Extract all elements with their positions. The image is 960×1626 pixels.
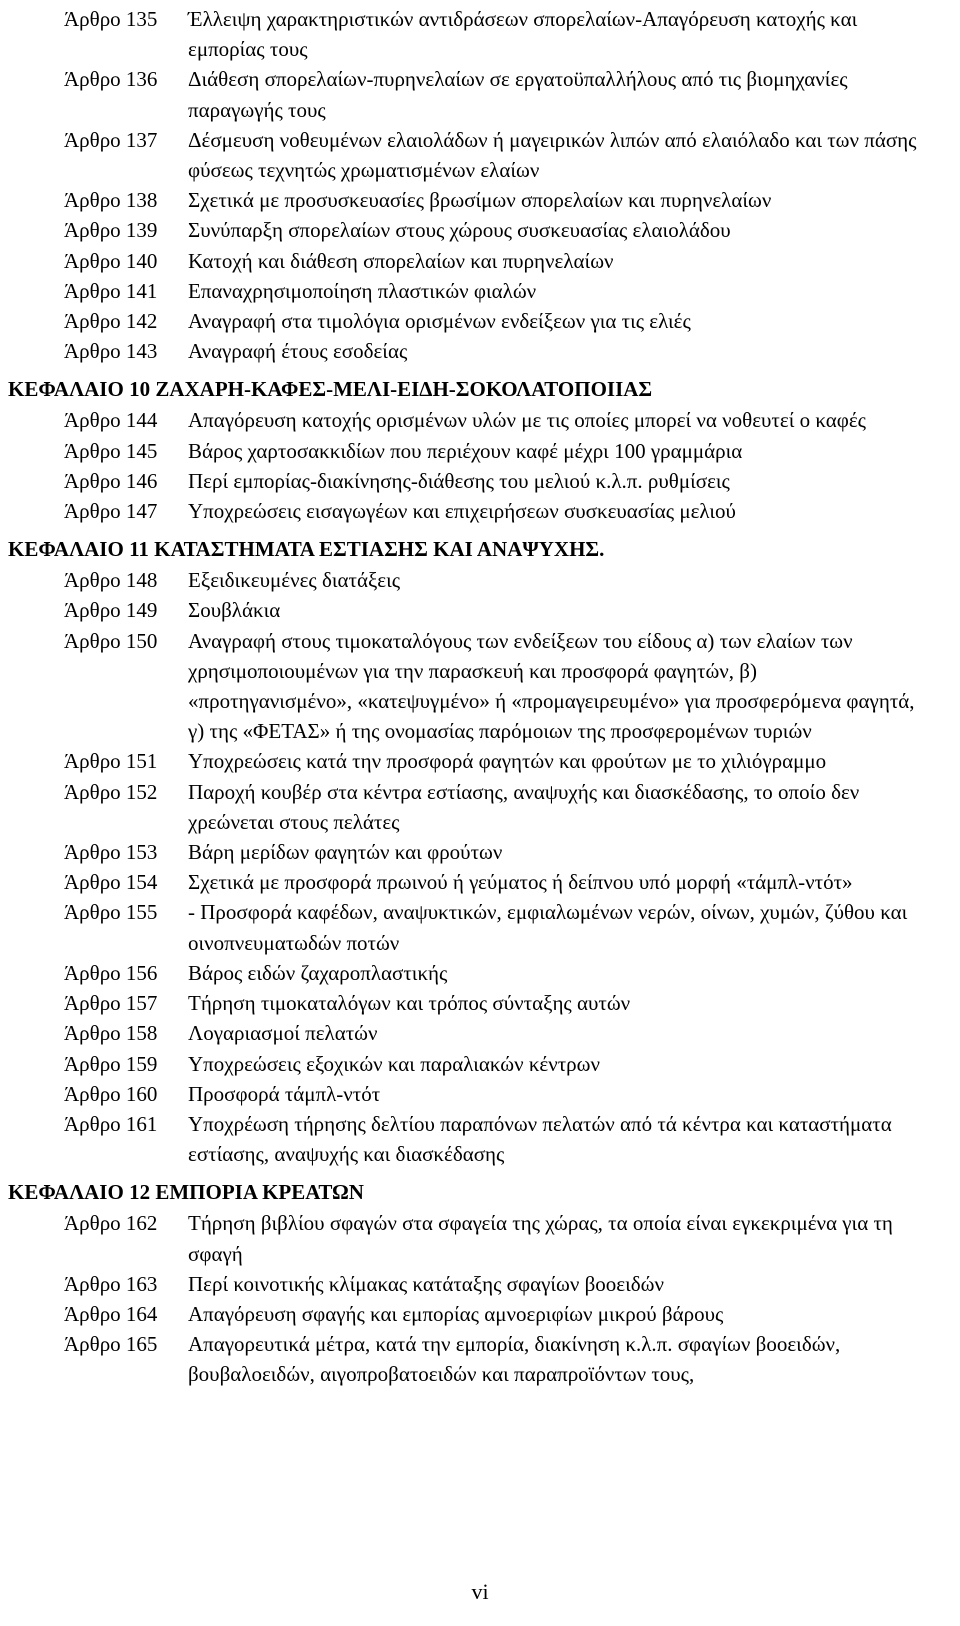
article-number: Άρθρο 161	[64, 1111, 158, 1136]
article-title: Εξειδικευμένες διατάξεις	[188, 568, 401, 593]
article-number: Άρθρο 160	[64, 1081, 158, 1106]
article-entry	[64, 1049, 948, 1079]
article-entry	[64, 405, 948, 435]
article-number: Άρθρο 148	[64, 568, 158, 593]
article-number: Άρθρο 137	[64, 127, 158, 152]
article-entry	[64, 276, 948, 306]
article-number: Άρθρο 142	[64, 309, 158, 334]
article-number: Άρθρο 158	[64, 1021, 158, 1046]
toc-section	[8, 374, 948, 526]
toc-section	[8, 4, 948, 366]
article-title: Δέσμευση νοθευμένων ελαιολάδων ή μαγειρικών λιπών από ελαιόλαδο και των πάσης φύσεως τεχνητώς χρωματισμένων ελαίων	[188, 127, 917, 183]
toc-section	[8, 1177, 948, 1389]
article-number: Άρθρο 145	[64, 438, 158, 463]
article-number: Άρθρο 135	[64, 7, 158, 31]
article-entry	[64, 4, 948, 64]
article-number: Άρθρο 149	[64, 598, 158, 623]
article-number: Άρθρο 150	[64, 628, 158, 653]
article-title: Βάρη μερίδων φαγητών και φρούτων	[188, 840, 503, 865]
article-title: Αναγραφή στους τιμοκαταλόγους των ενδείξεων του είδους α) των ελαίων των χρησιμοποιουμένων για την παρασκευή και προσφορά φαγητών, β) «προτηγανισμένο», «κατεψυγμένο» ή «προμαγειρευμένο» για προσφερόμενα φαγητά, γ) της «ΦΕΤΑΣ» ή της ονομασίας παρόμοιων της προσφερομένων τυριών	[188, 628, 915, 744]
article-title: Επαναχρησιμοποίηση πλαστικών φιαλών	[188, 278, 537, 303]
article-title: Αναγραφή στα τιμολόγια ορισμένων ενδείξεων για τις ελιές	[188, 309, 691, 334]
article-number: Άρθρο 157	[64, 991, 158, 1016]
article-entry	[64, 496, 948, 526]
article-entry	[64, 958, 948, 988]
article-number: Άρθρο 144	[64, 408, 158, 433]
article-number: Άρθρο 138	[64, 188, 158, 213]
article-title: Απαγόρευση κατοχής ορισμένων υλών με τις οποίες μπορεί να νοθευτεί ο καφές	[188, 408, 866, 433]
article-entry	[64, 1079, 948, 1109]
table-of-contents	[8, 4, 948, 1390]
article-title: Βάρος χαρτοσακκιδίων που περιέχουν καφέ μέχρι 100 γραμμάρια	[188, 438, 743, 463]
article-number: Άρθρο 155	[64, 900, 158, 925]
chapter-heading: ΚΕΦΑΛΑΙΟ 10 ΖΑΧΑΡΗ-ΚΑΦΕΣ-ΜΕΛΙ-ΕΙΔΗ-ΣΟΚΟΛΑΤΟΠΟΙΙΑΣ	[8, 377, 653, 402]
article-number: Άρθρο 159	[64, 1051, 158, 1076]
article-title: Σουβλάκια	[188, 598, 281, 623]
article-entry	[64, 1109, 948, 1169]
article-number: Άρθρο 164	[64, 1301, 158, 1326]
article-number: Άρθρο 151	[64, 749, 158, 774]
article-entry	[64, 466, 948, 496]
article-entry	[64, 626, 948, 747]
article-number: Άρθρο 139	[64, 218, 158, 243]
article-entry	[64, 897, 948, 957]
article-title: - Προσφορά καφέδων, αναψυκτικών, εμφιαλωμένων νερών, οίνων, χυμών, ζύθου και οινοπνευματωδών ποτών	[188, 900, 908, 955]
article-title: Παροχή κουβέρ στα κέντρα εστίασης, αναψυχής και διασκέδασης, το οποίο δεν χρεώνεται στους πελάτες	[188, 779, 860, 834]
article-entry	[64, 64, 948, 124]
article-entry	[64, 246, 948, 276]
article-entry	[64, 1329, 948, 1389]
article-number: Άρθρο 152	[64, 779, 158, 804]
article-number: Άρθρο 162	[64, 1211, 158, 1236]
article-number: Άρθρο 153	[64, 840, 158, 865]
article-number: Άρθρο 140	[64, 248, 158, 273]
article-entry	[64, 1299, 948, 1329]
article-title: Υποχρεώσεις εξοχικών και παραλιακών κέντρων	[188, 1051, 600, 1076]
chapter-heading: ΚΕΦΑΛΑΙΟ 11 ΚΑΤΑΣΤΗΜΑΤΑ ΕΣΤΙΑΣΗΣ ΚΑΙ ΑΝΑΨΥΧΗΣ.	[8, 537, 605, 562]
article-title: Τήρηση τιμοκαταλόγων και τρόπος σύνταξης αυτών	[188, 991, 631, 1016]
article-title: Βάρος ειδών ζαχαροπλαστικής	[188, 960, 448, 985]
article-entry	[64, 1269, 948, 1299]
article-title: Υποχρεώσεις εισαγωγέων και επιχειρήσεων συσκευασίας μελιού	[188, 499, 736, 524]
article-number: Άρθρο 136	[64, 67, 158, 92]
article-title: Λογαριασμοί πελατών	[188, 1021, 378, 1046]
article-entry	[64, 215, 948, 245]
article-entry	[64, 867, 948, 897]
article-title: Κατοχή και διάθεση σπορελαίων και πυρηνελαίων	[188, 248, 614, 273]
article-title: Απαγορευτικά μέτρα, κατά την εμπορία, διακίνηση κ.λ.π. σφαγίων βοοειδών, βουβαλοειδών, αιγοπροβατοειδών και παραπροϊόντων τους,	[188, 1332, 841, 1387]
article-number: Άρθρο 163	[64, 1271, 158, 1296]
article-title: Αναγραφή έτους εσοδείας	[188, 339, 408, 364]
article-title: Περί κοινοτικής κλίμακας κατάταξης σφαγίων βοοειδών	[188, 1271, 664, 1296]
article-number: Άρθρο 146	[64, 468, 158, 493]
article-title: Έλλειψη χαρακτηριστικών αντιδράσεων σπορελαίων-Απαγόρευση κατοχής και εμπορίας τους	[188, 7, 858, 62]
chapter-heading: ΚΕΦΑΛΑΙΟ 12 ΕΜΠΟΡΙΑ ΚΡΕΑΤΩΝ	[8, 1180, 364, 1205]
toc-section	[8, 534, 948, 1169]
article-number: Άρθρο 147	[64, 499, 158, 524]
page-number: vi	[471, 1579, 489, 1604]
article-number: Άρθρο 156	[64, 960, 158, 985]
article-title: Απαγόρευση σφαγής και εμπορίας αμνοεριφίων μικρού βάρους	[188, 1301, 724, 1326]
article-title: Υποχρέωση τήρησης δελτίου παραπόνων πελατών από τά κέντρα και καταστήματα εστίασης, αναψυχής και διασκέδασης	[188, 1111, 892, 1167]
article-entry	[64, 595, 948, 625]
article-entry	[64, 1018, 948, 1048]
article-title: Περί εμπορίας-διακίνησης-διάθεσης του μελιού κ.λ.π. ρυθμίσεις	[188, 468, 730, 493]
article-entry	[64, 306, 948, 336]
article-entry	[64, 185, 948, 215]
article-entry	[64, 336, 948, 366]
article-entry	[64, 837, 948, 867]
article-entry	[64, 565, 948, 595]
article-title: Σχετικά με προσυσκευασίες βρωσίμων σπορελαίων και πυρηνελαίων	[188, 188, 772, 213]
article-title: Τήρηση βιβλίου σφαγών στα σφαγεία της χώρας, τα οποία είναι εγκεκριμένα για τη σφαγή	[188, 1211, 893, 1266]
article-title: Προσφορά τάμπλ-ντότ	[188, 1081, 381, 1106]
article-number: Άρθρο 143	[64, 339, 158, 364]
article-number: Άρθρο 141	[64, 278, 158, 303]
article-entry	[64, 125, 948, 185]
article-entry	[64, 988, 948, 1018]
article-entry	[64, 777, 948, 837]
article-title: Υποχρεώσεις κατά την προσφορά φαγητών και φρούτων με το χιλιόγραμμο	[188, 749, 827, 774]
article-title: Συνύπαρξη σπορελαίων στους χώρους συσκευασίας ελαιολάδου	[188, 218, 731, 243]
article-number: Άρθρο 165	[64, 1332, 158, 1357]
article-entry	[64, 746, 948, 776]
article-number: Άρθρο 154	[64, 870, 158, 895]
article-title: Σχετικά με προσφορά πρωινού ή γεύματος ή δείπνου υπό μορφή «τάμπλ-ντότ»	[188, 870, 853, 895]
article-entry	[64, 436, 948, 466]
article-entry	[64, 1208, 948, 1268]
article-title: Διάθεση σπορελαίων-πυρηνελαίων σε εργατοϋπαλλήλους από τις βιομηχανίες παραγωγής τους	[188, 67, 848, 122]
